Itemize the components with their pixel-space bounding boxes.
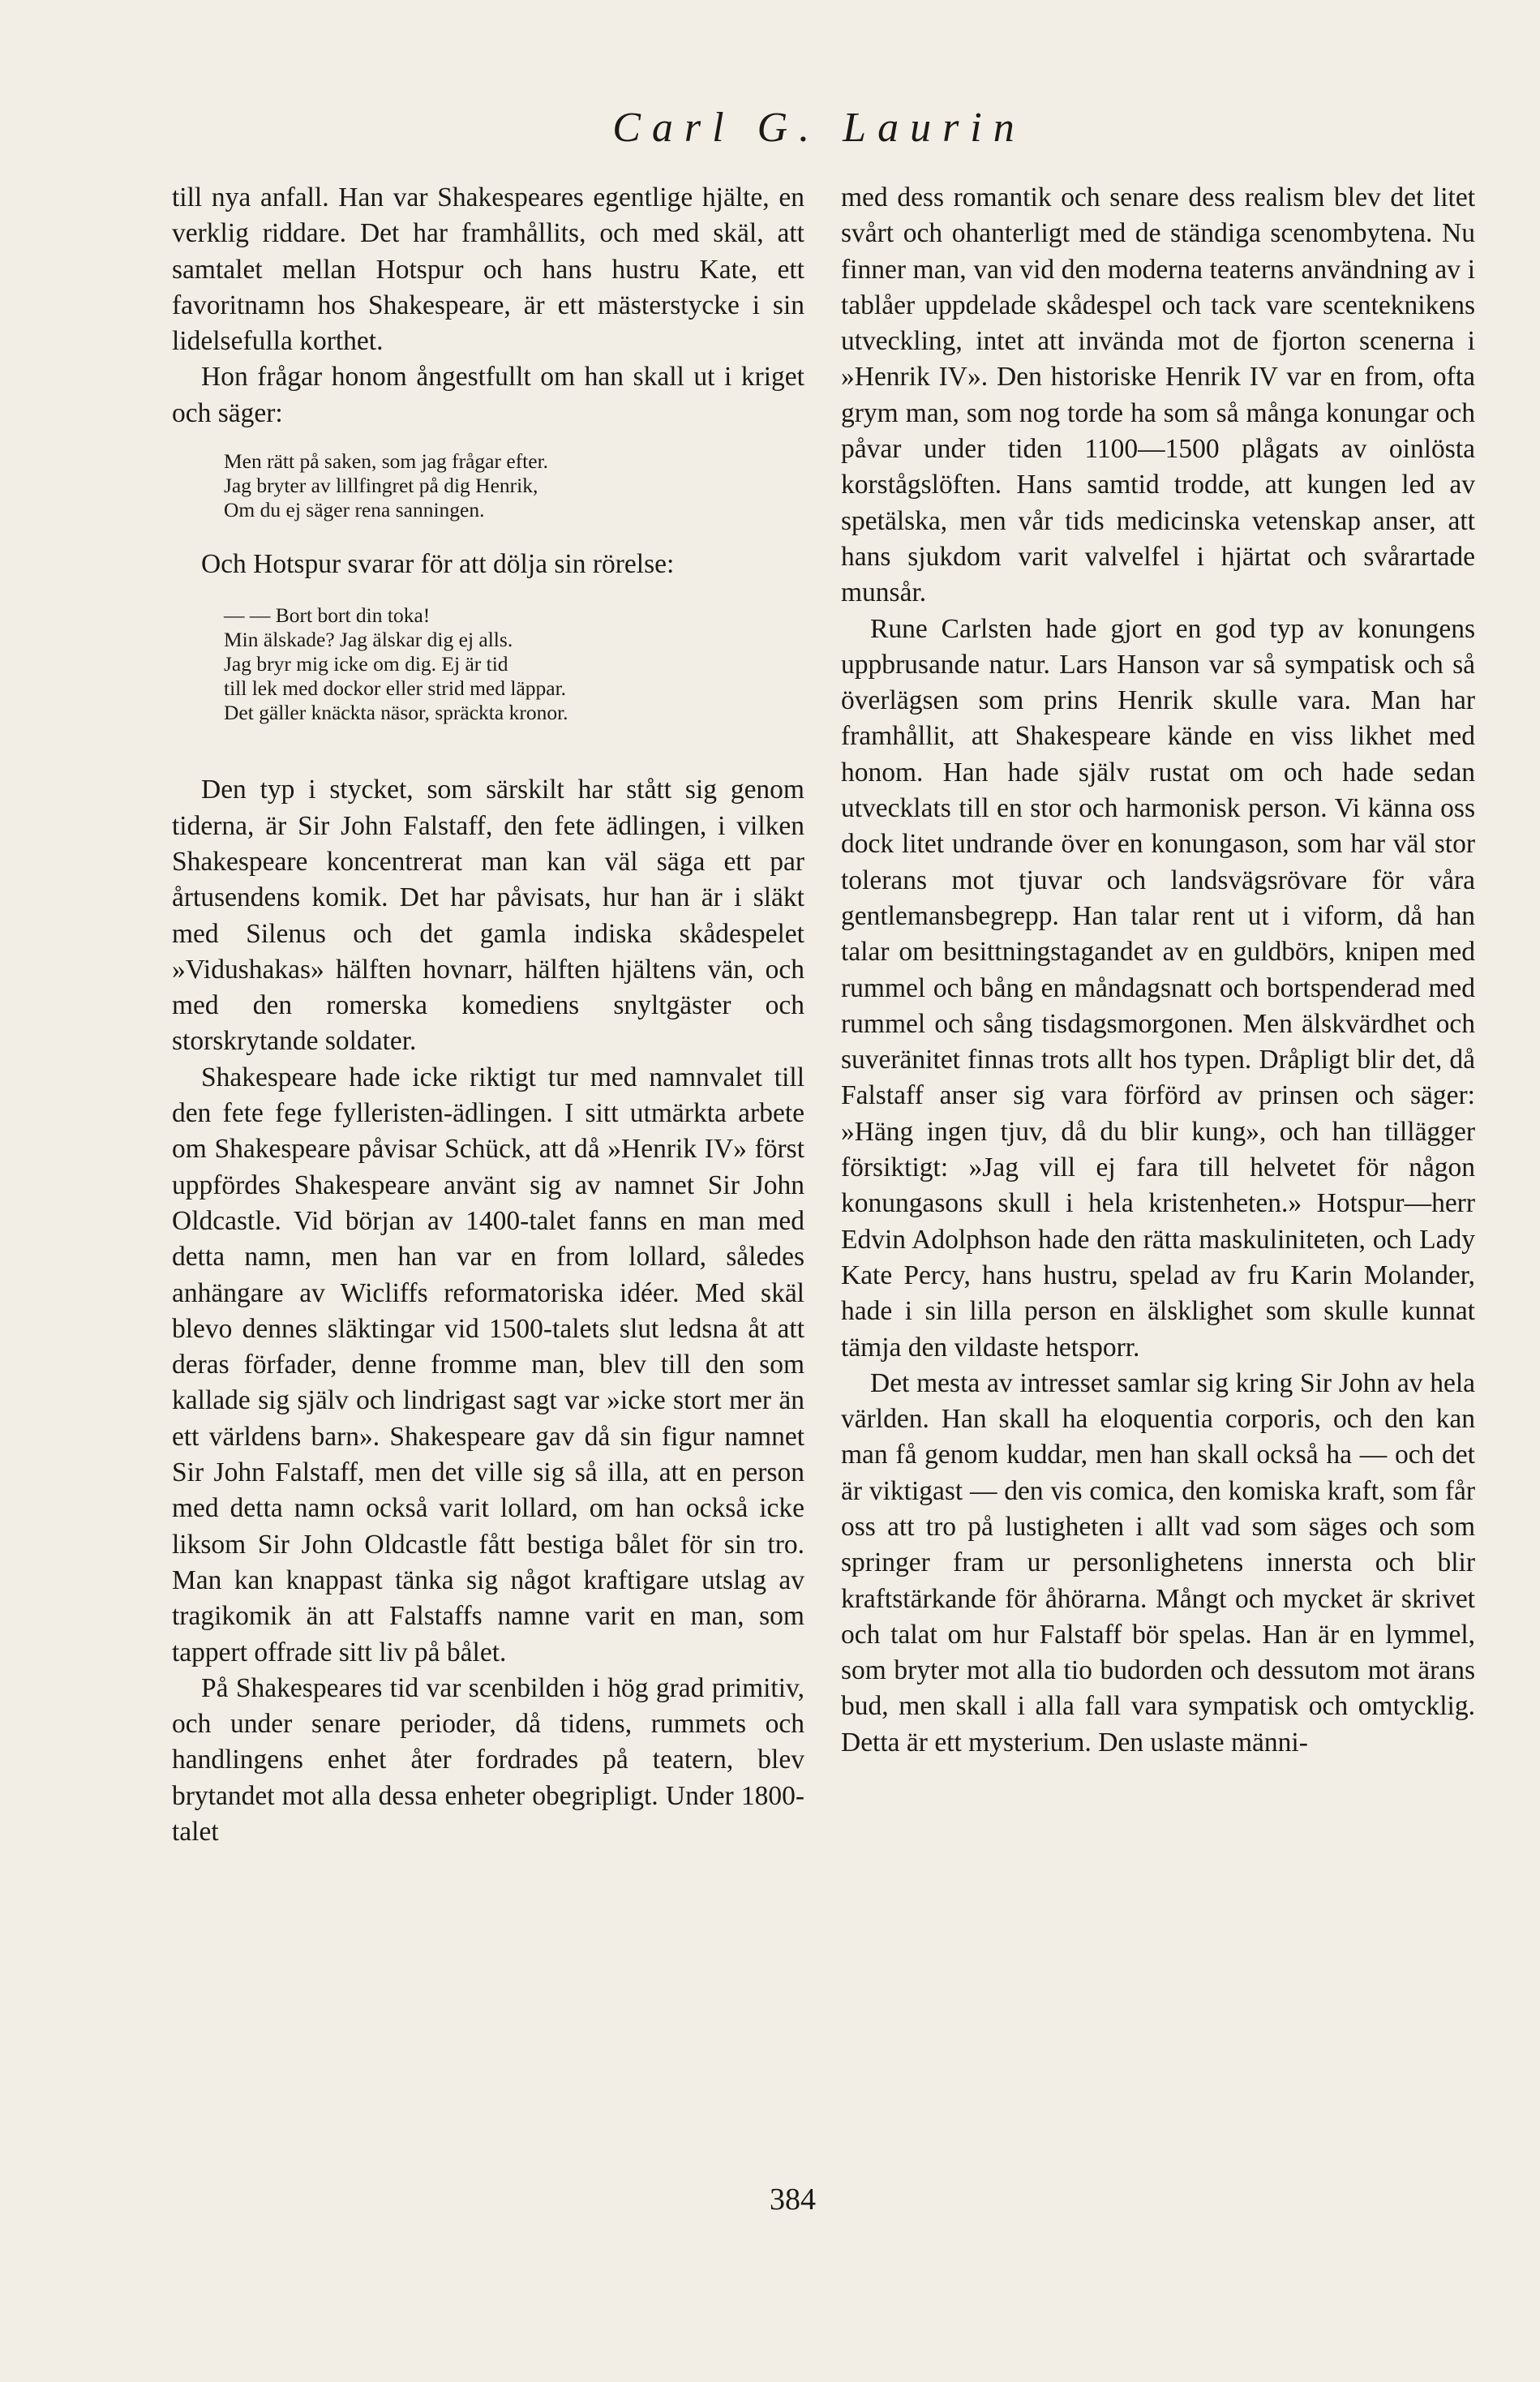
verse-line: Jag bryr mig icke om dig. Ej är tid [224,652,508,676]
paragraph: Shakespeare hade icke riktigt tur med namnvalet till den fete fege fylleristen-ädlingen. I sitt utmärkta arbete om Shakespeare påvisar Schück, att då »Henrik IV» först uppfördes Shakespeare använt sig av namnet Sir John Oldcastle. Vid början av 1400-talet fanns en man med detta namn, men han var en from lollard, således anhängare av Wicliffs reformatoriska idéer. Med skäl blevo dennes släktingar vid 1500-talets slut ledsna åt att deras förfader, denne fromme man, blev till den som kallade sig själv och lindrigast sagt var »icke stort mer än ett världens barn». Shakespeare gav då sin figur namnet Sir John Falstaff, men det ville sig så illa, att en person med detta namn också varit lollard, om han också icke liksom Sir John Oldcastle fått bestiga bålet för sin tro. Man kan knappast tänka sig något kraftigare utslag av tragikomik än att Falstaffs namne varit en man, som tappert offrade sitt liv på bålet. [172,1062,804,1667]
paragraph: med dess romantik och senare dess realism blev det litet svårt och ohanterligt med de ständiga scenombytena. Nu finner man, van vid den moderna teaterns användning av i tablåer uppdelade skådespel och tack vare scenteknikens utveckling, intet att invända mot de fjorton scenerna i »Henrik IV». Den historiske Henrik IV var en from, ofta grym man, som nog torde ha som så många konungar och påvar under tiden 1100—1500 plågats av oinlösta korstågslöften. Hans samtid trodde, att kungen led av spetälska, men vår tids medicinska vetenskap anser, att hans sjukdom varit valvelfel i hjärtat och svårartade munsår. [841,182,1475,608]
paragraph: Rune Carlsten hade gjort en god typ av konungens uppbrusande natur. Lars Hanson var så sympatisk och så överlägsen som prins Henrik skulle vara. Man har framhållit, att Shakespeare kände en viss likhet med honom. Han hade själv rustat om och hade sedan utvecklats till en stor och harmonisk person. Vi känna oss dock litet undrande över en konungason, som har väl stor tolerans mot tjuvar och landsvägsrövare för våra gentlemansbegrepp. Han talar rent ut i viform, då han talar om besittningstagandet av en guldbörs, knipen med rummel och bång en måndagsnatt och bortspenderad med rummel och sång tisdagsmorgonen. Men älskvärdhet och suveränitet finnas trots allt hos typen. Dråpligt blir det, då Falstaff anser sig vara förförd av prinsen och säger: »Häng ingen tjuv, då du blir kung», och han tillägger försiktigt: »Jag vill ej fara till helvetet för någon konungasons skull i hela kristenheten.» Hotspur—herr Edvin Adolphson hade den rätta maskuliniteten, och Lady Kate Percy, hans hustru, spelad av fru Karin Molander, hade i sin lilla person en älsklighet som skulle kunnat tämja den vildaste hetsporr. [841,613,1475,1363]
verse-line: Men rätt på saken, som jag frågar efter. [224,449,549,474]
verse-line: Jag bryter av lillfingret på dig Henrik, [224,474,538,498]
verse-quote [224,449,804,522]
verse-line: — — Bort bort din toka! [224,603,431,628]
paragraph: till nya anfall. Han var Shakespeares egentlige hjälte, en verklig riddare. Det har framhållits, och med skäl, att samtalet mellan Hotspur och hans hustru Kate, ett favoritnamn hos Shakespeare, är ett mästerstycke i sin lidelsefulla korthet. [172,182,804,357]
verse-line: Min älskade? Jag älskar dig ej alls. [224,628,513,652]
paragraph: På Shakespeares tid var scenbilden i hög grad primitiv, och under senare perioder, då tidens, rummets och handlingens enhet åter fordrades på teatern, blev brytandet mot alla dessa enheter obegripligt. Under 1800-talet [172,1672,804,1847]
paragraph: Den typ i stycket, som särskilt har stått sig genom tiderna, är Sir John Falstaff, den fete ädlingen, i vilken Shakespeare koncentrerat man kan väl säga ett par årtusendens komik. Det har påvisats, hur han är i släkt med Silenus och det gamla indiska skådespelet »Vidushakas» hälften hovnarr, hälften hjältens vän, och med den romerska komediens snyltgäster och storskrytande soldater. [172,775,804,1057]
left-column [172,180,804,1850]
paragraph: Hon frågar honom ångestfullt om han skall ut i kriget och säger: [172,362,804,428]
verse-line: Om du ej säger rena sanningen. [224,498,485,522]
page-number-text: 384 [770,2182,816,2217]
running-header: Carl G. Laurin [612,105,1026,151]
paragraph: Det mesta av intresset samlar sig kring Sir John av hela världen. Han skall ha eloquentia corporis, och den kan man få genom kuddar, men han skall också ha — och det är viktigast — den vis comica, den komiska kraft, som får oss att tro på lustigheten i allt vad som säges och som springer fram ur personlighetens innersta och blir kraftstärkande för åhörarna. Mångt och mycket är skrivet och talat om hur Falstaff bör spelas. Han är en lymmel, som bryter mot alla tio budorden och dessutom mot ärans bud, men skall i alla fall vara sympatisk och omtycklig. Detta är ett mysterium. Den uslaste männi- [841,1367,1475,1758]
paragraph: Och Hotspur svarar för att dölja sin rörelse: [201,549,675,580]
right-column [841,180,1475,1761]
verse-quote [224,603,804,725]
verse-line: till lek med dockor eller strid med läppar. [224,676,567,701]
verse-line: Det gäller knäckta näsor, spräckta kronor. [224,701,568,725]
page-number [0,2182,1540,2217]
